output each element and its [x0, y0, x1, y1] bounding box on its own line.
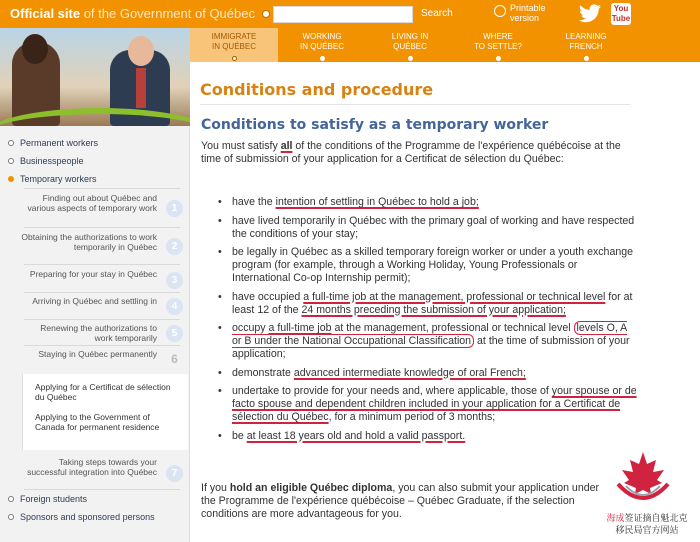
sidebar-divider: [24, 292, 180, 293]
step-2-icon: 2: [166, 238, 183, 255]
condition-text: , for a minimum period of 3 months;: [328, 411, 496, 423]
sidebar-item-sponsors[interactable]: [8, 512, 168, 523]
tab-indicator-dot: [320, 56, 325, 61]
tab-indicator-dot: [496, 56, 501, 61]
hero-photo: [0, 28, 190, 126]
sidebar-item-label: Sponsors and sponsored persons: [20, 512, 155, 522]
tab-label-line1: LEARNING: [565, 32, 607, 41]
condition-text: undertake to provide for your needs and, where applicable, those of: [232, 385, 552, 397]
watermark-line1: 签证摘自魁北克: [624, 513, 688, 523]
sidebar-subitem-staying[interactable]: Staying in Québec permanently: [38, 349, 157, 359]
step-5-icon: 5: [166, 325, 183, 342]
condition-text: be: [232, 429, 247, 442]
sidebar-active-group: [22, 374, 188, 450]
watermark-text: [594, 512, 700, 536]
note-bold: hold an eligible Québec diploma: [229, 482, 393, 494]
condition-text: have the: [232, 196, 276, 208]
tab-label-line1: WORKING: [302, 32, 342, 41]
hero-person-man-head: [128, 36, 154, 66]
search-scope-radio[interactable]: [262, 10, 270, 18]
tab-label-line1: WHERE: [483, 32, 513, 41]
tab-where-to-settle[interactable]: [454, 28, 542, 62]
tab-immigrate[interactable]: [190, 28, 278, 62]
step-3-icon: 3: [166, 272, 183, 289]
page-title: Conditions and procedure: [200, 80, 434, 99]
site-title[interactable]: [10, 6, 255, 21]
condition-text: at the time of submission of your application;: [232, 335, 630, 360]
printable-version-label: [510, 3, 546, 23]
tab-learning-french[interactable]: [542, 28, 630, 62]
sidebar-divider: [24, 345, 180, 346]
sidebar-subitem-preparing[interactable]: Preparing for your stay in Québec: [29, 269, 157, 279]
sidebar-item-temporary-workers[interactable]: [8, 174, 97, 184]
tab-label-line2: IN QUÉBEC: [211, 42, 256, 51]
maple-leaf-logo: [612, 450, 674, 505]
youtube-line-2: Tube: [611, 14, 631, 23]
note-text-a: If you: [201, 482, 230, 494]
print-icon: [494, 5, 506, 17]
sidebar-subitem-permanent-residence[interactable]: Applying to the Government of Canada for permanent residence: [35, 412, 160, 432]
condition-highlight: a full-time job: [268, 322, 332, 334]
sidebar-divider: [24, 319, 180, 320]
sidebar-item-businesspeople[interactable]: [8, 156, 84, 166]
site-title-bold: Official site: [10, 6, 81, 21]
condition-text: demonstrate: [232, 366, 294, 379]
tab-indicator-dot: [408, 56, 413, 61]
sidebar-subitem-certificat[interactable]: Applying for a Certificat de sélection du Québec: [35, 382, 171, 402]
condition-boxed-highlight: levels O, A or B under the National Occupational Classification: [232, 322, 628, 347]
condition-french: [218, 367, 638, 380]
sidebar-divider: [24, 489, 180, 490]
condition-text: at the management, professional or technical level: [331, 322, 574, 334]
condition-text: occupy: [232, 322, 269, 334]
step-7-icon: 7: [166, 465, 183, 482]
bullet-icon: [8, 176, 14, 182]
sidebar-item-permanent-workers[interactable]: [8, 138, 98, 148]
sidebar-divider: [24, 227, 180, 228]
hero-tie: [136, 68, 146, 108]
search-button[interactable]: Search: [421, 8, 453, 19]
condition-highlight: your spouse or de facto spouse and dependent children included in your application for a Certificat de sélection du Québec: [232, 385, 637, 423]
hero-person-woman-head: [22, 34, 48, 64]
tab-label-line2: QUÉBEC: [393, 42, 427, 51]
sidebar-subitem-renewing[interactable]: Renewing the authorizations to work temporarily: [40, 323, 157, 343]
sidebar-divider: [24, 188, 180, 189]
sidebar-subitem-finding-out[interactable]: Finding out about Québec and various aspects of temporary work: [27, 193, 157, 213]
tab-label-line1: LIVING IN: [391, 32, 429, 41]
condition-highlight: at least 18 years old and hold a valid passport.: [246, 429, 466, 442]
condition-current-job: [218, 322, 638, 361]
bullet-icon: [8, 514, 14, 520]
intro-paragraph: [201, 140, 631, 166]
step-4-icon: 4: [166, 298, 183, 315]
sidebar-item-label: Temporary workers: [20, 174, 97, 184]
tab-living[interactable]: [366, 28, 454, 62]
tab-label-line1: IMMIGRATE: [211, 32, 257, 41]
condition-age-passport: [218, 430, 638, 443]
tab-label-line2: TO SETTLE?: [474, 42, 522, 51]
sidebar-subitem-arriving[interactable]: Arriving in Québec and settling in: [32, 296, 157, 306]
tab-working[interactable]: [278, 28, 366, 62]
step-1-icon: 1: [166, 200, 183, 217]
bullet-icon: [8, 140, 14, 146]
condition-work-experience: [218, 291, 638, 317]
tab-indicator-dot: [584, 56, 589, 61]
top-bar: [0, 0, 700, 28]
condition-text: have occupied: [232, 290, 304, 303]
title-divider: [200, 104, 630, 105]
condition-lived-temporarily: • have lived temporarily in Québec with the primary goal of working and have respected the conditions of your stay;: [218, 215, 638, 241]
main-nav: [190, 28, 700, 62]
condition-highlight: 24 months preceding the submission of your application;: [301, 303, 566, 316]
sidebar: [0, 126, 190, 542]
youtube-icon[interactable]: [611, 3, 631, 25]
intro-text-b: of the conditions of the Programme de l'expérience québécoise at the time of submission of your application for a Certificat de sélection du Québec:: [201, 140, 621, 165]
bullet-icon: [8, 158, 14, 164]
sidebar-divider: [24, 264, 180, 265]
sidebar-item-label: Businesspeople: [20, 156, 84, 166]
condition-highlight: a full-time job at the management, professional or technical level: [303, 290, 606, 303]
youtube-line-1: You: [613, 4, 629, 13]
condition-intention: [218, 196, 638, 209]
step-6-icon: 6: [171, 352, 178, 366]
tab-label-line2: IN QUÉBEC: [299, 42, 344, 51]
condition-highlight: intention of settling in Québec to hold a job;: [275, 196, 479, 208]
printable-version-link[interactable]: [494, 3, 564, 23]
print-line-1: Printable: [510, 3, 546, 13]
sidebar-item-label: Foreign students: [20, 494, 88, 504]
section-heading: Conditions to satisfy as a temporary worker: [201, 117, 549, 133]
tab-indicator-dot: [232, 56, 237, 61]
bullet-icon: [8, 496, 14, 502]
site-title-rest: of the Government of Québec: [83, 6, 255, 21]
conditions-list: [218, 196, 638, 448]
condition-text: for at least 12 of the: [232, 290, 633, 316]
intro-emphasis-all: all: [280, 140, 293, 152]
watermark-brand: 海成: [606, 513, 625, 523]
condition-highlight: advanced intermediate knowledge of oral French;: [293, 366, 526, 379]
note-text-b: , you can also submit your application under the Programme de l'expérience québécoise – Québec Graduate, if the selection conditions are more advantageous for you.: [201, 482, 600, 520]
graduate-note: [201, 482, 601, 521]
sidebar-item-label: Permanent workers: [20, 138, 99, 148]
print-line-2: version: [510, 13, 540, 23]
intro-text-a: You must satisfy: [201, 140, 281, 152]
tab-label-line2: FRENCH: [569, 42, 603, 51]
sidebar-item-foreign-students[interactable]: [8, 494, 87, 504]
sidebar-subitem-obtaining-authorizations[interactable]: Obtaining the authorizations to work temporarily in Québec: [21, 232, 157, 252]
twitter-icon[interactable]: [578, 4, 602, 24]
condition-legal-status: • be legally in Québec as a skilled temporary foreign worker or under a youth exchange program (for example, through a Working Holiday, Young Professionals or International Co-op Internship permit);: [218, 246, 638, 285]
condition-financial: [218, 385, 638, 424]
search-input[interactable]: [273, 6, 413, 23]
sidebar-subitem-integration[interactable]: Taking steps towards your successful integration into Québec: [27, 457, 157, 477]
watermark-line2: 移民局官方网站: [615, 525, 679, 535]
